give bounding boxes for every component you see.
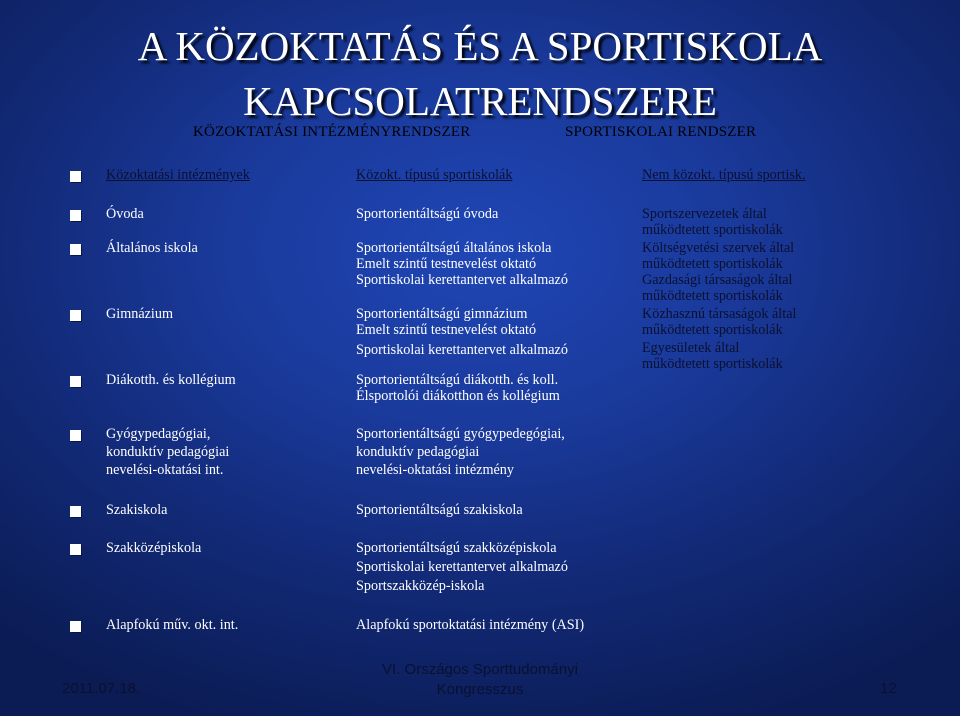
sport-gimnazium-line: Emelt szintű testnevelést oktató	[356, 322, 537, 338]
column-header-kozoktatasi: Közoktatási intézmények	[106, 167, 250, 183]
other-sportiskola-line: Költségvetési szervek által	[642, 240, 795, 256]
column-header-kozokt-sportiskolak: Közokt. típusú sportiskolák	[356, 167, 513, 183]
institution-gyogypedagogiai-line: nevelési-oktatási int.	[106, 462, 224, 478]
sport-diakotthon-line: Élsportolói diákotthon és kollégium	[356, 388, 560, 404]
sport-altalanos-iskola-line: Emelt szintű testnevelést oktató	[356, 256, 537, 272]
sport-szakkozepiskola: Sportorientáltságú szakközépiskola	[356, 540, 557, 556]
institution-altalanos-iskola: Általános iskola	[106, 240, 198, 256]
sport-altalanos-iskola: Sportorientáltságú általános iskola	[356, 240, 552, 256]
other-sportiskola-line: működtetett sportiskolák	[642, 288, 783, 304]
other-sportiskola-line: működtetett sportiskolák	[642, 356, 783, 372]
institution-alapfoku: Alapfokú műv. okt. int.	[106, 617, 239, 633]
footer-event	[0, 660, 960, 700]
sport-gyogypedagogiai: Sportorientáltságú gyógypedegógiai,	[356, 426, 565, 442]
bullet-square-icon	[70, 171, 81, 182]
footer-page-number: 12	[880, 680, 897, 697]
slide-title-line2: KAPCSOLATRENDSZERE	[243, 78, 717, 124]
bullet-square-icon	[70, 310, 81, 321]
other-sportiskola-line: Közhasznú társaságok által	[642, 306, 797, 322]
other-sportiskola-line: működtetett sportiskolák	[642, 256, 783, 272]
bullet-square-icon	[70, 621, 81, 632]
institution-ovoda: Óvoda	[106, 206, 144, 222]
sport-gimnazium: Sportorientáltságú gimnázium	[356, 306, 528, 322]
sport-szakiskola: Sportorientáltságú szakiskola	[356, 502, 523, 518]
slide-title-line1: A KÖZOKTATÁS ÉS A SPORTISKOLA	[137, 23, 823, 69]
institution-szakkozepiskola: Szakközépiskola	[106, 540, 202, 556]
sport-diakotthon: Sportorientáltságú diákotth. és koll.	[356, 372, 559, 388]
sport-szakkozepiskola-line: Sportiskolai kerettantervet alkalmazó	[356, 559, 568, 575]
column-header-nem-kozokt-sportiskolak: Nem közokt. típusú sportisk.	[642, 167, 806, 183]
other-sportiskola-line: Sportszervezetek által	[642, 206, 767, 222]
institution-szakiskola: Szakiskola	[106, 502, 168, 518]
footer-date: 2011.07.18.	[62, 680, 141, 697]
system-label-sportiskolai: SPORTISKOLAI RENDSZER	[565, 124, 757, 140]
sport-gyogypedagogiai-line: nevelési-oktatási intézmény	[356, 462, 514, 478]
footer-event-line1: VI. Országos Sporttudományi	[382, 661, 578, 678]
other-sportiskola-line: Gazdasági társaságok által	[642, 272, 793, 288]
other-sportiskola-line: működtetett sportiskolák	[642, 222, 783, 238]
sport-gimnazium-line: Sportiskolai kerettantervet alkalmazó	[356, 342, 568, 358]
sport-gyogypedagogiai-line: konduktív pedagógiai	[356, 444, 480, 460]
system-label-kozoktatasi: KÖZOKTATÁSI INTÉZMÉNYRENDSZER	[193, 124, 471, 140]
bullet-square-icon	[70, 506, 81, 517]
institution-diakotthon: Diákotth. és kollégium	[106, 372, 236, 388]
sport-altalanos-iskola-line: Sportiskolai kerettantervet alkalmazó	[356, 272, 568, 288]
bullet-square-icon	[70, 544, 81, 555]
institution-gyogypedagogiai: Gyógypedagógiai,	[106, 426, 211, 442]
sport-szakkozepiskola-line: Sportszakközép-iskola	[356, 578, 485, 594]
other-sportiskola-line: Egyesületek által	[642, 340, 740, 356]
institution-gyogypedagogiai-line: konduktív pedagógiai	[106, 444, 230, 460]
bullet-square-icon	[70, 210, 81, 221]
bullet-square-icon	[70, 244, 81, 255]
bullet-square-icon	[70, 376, 81, 387]
other-sportiskola-line: működtetett sportiskolák	[642, 322, 783, 338]
institution-gimnazium: Gimnázium	[106, 306, 173, 322]
footer-event-line2: Kongresszus	[436, 681, 524, 698]
sport-ovoda: Sportorientáltságú óvoda	[356, 206, 499, 222]
bullet-square-icon	[70, 430, 81, 441]
sport-alapfoku: Alapfokú sportoktatási intézmény (ASI)	[356, 617, 585, 633]
